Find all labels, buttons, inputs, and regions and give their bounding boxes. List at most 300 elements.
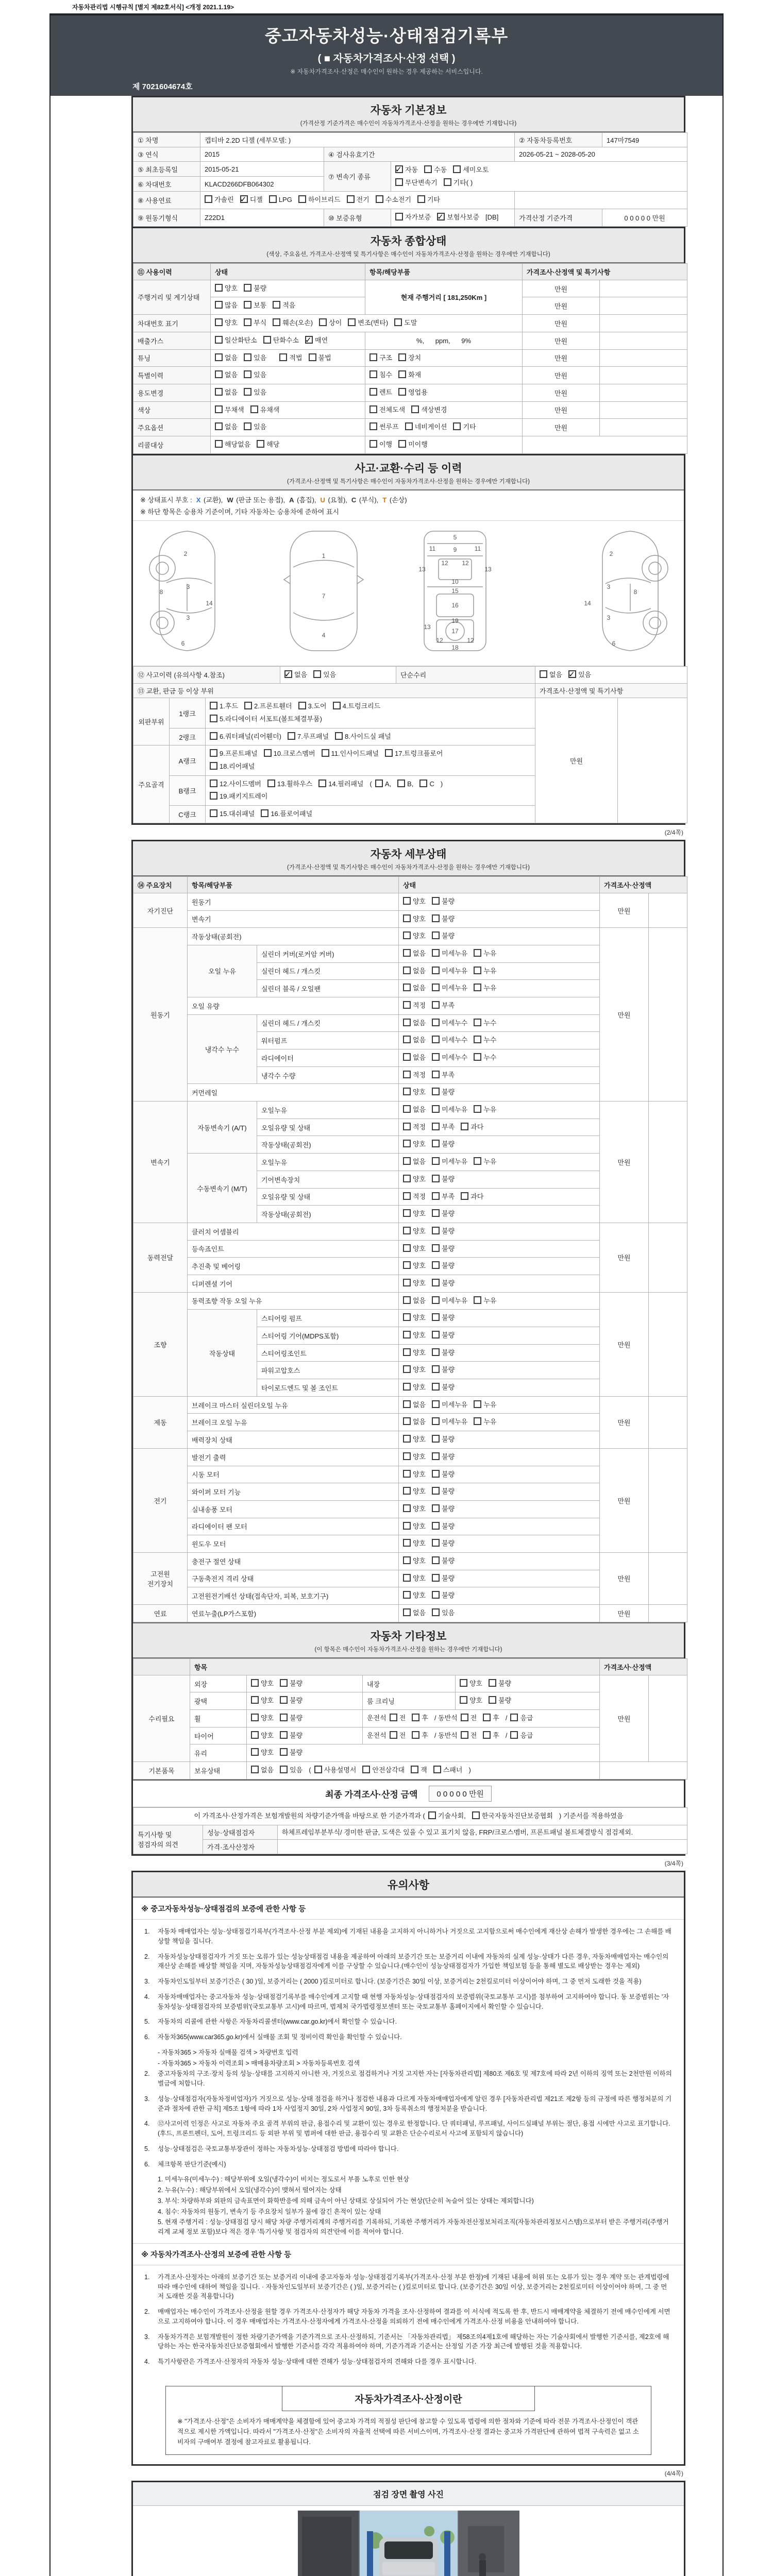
checkbox[interactable] xyxy=(432,982,467,995)
checkbox-label: 양호 xyxy=(413,1366,426,1374)
column-header xyxy=(399,876,600,893)
checkbox[interactable] xyxy=(309,352,331,365)
checkbox[interactable] xyxy=(474,965,496,978)
checkbox[interactable] xyxy=(376,194,411,207)
checkbox[interactable] xyxy=(397,778,413,791)
checkbox[interactable] xyxy=(398,386,428,399)
checkbox[interactable] xyxy=(432,930,455,943)
checkbox[interactable] xyxy=(432,1225,455,1238)
checkbox-cell xyxy=(399,1206,600,1223)
checkbox[interactable] xyxy=(474,1052,496,1064)
checkbox-cell xyxy=(211,280,365,297)
checkbox[interactable] xyxy=(257,438,279,451)
checkbox-label: 18.리어패널 xyxy=(220,762,255,771)
checkbox-label: 없음 xyxy=(413,1418,426,1426)
section-header xyxy=(133,228,684,263)
checkbox[interactable] xyxy=(250,404,280,417)
checkbox-checked[interactable] xyxy=(568,669,591,682)
checkbox[interactable] xyxy=(375,778,391,791)
checkbox[interactable] xyxy=(362,1764,405,1777)
checkbox[interactable] xyxy=(215,369,238,382)
checkbox[interactable] xyxy=(403,1381,426,1394)
checkbox[interactable] xyxy=(403,1485,426,1498)
checkbox[interactable] xyxy=(474,1399,496,1412)
checkbox[interactable] xyxy=(453,421,476,434)
checkbox[interactable] xyxy=(210,790,267,803)
checkbox[interactable] xyxy=(461,1712,477,1725)
checkbox[interactable] xyxy=(432,1399,467,1412)
section-detail-state xyxy=(131,840,685,1856)
checkbox[interactable] xyxy=(403,1312,426,1325)
checkbox[interactable] xyxy=(244,299,266,312)
checkbox[interactable] xyxy=(472,1810,553,1823)
checkbox-box xyxy=(432,1261,440,1269)
cell xyxy=(600,1101,649,1223)
checkbox[interactable] xyxy=(461,1191,483,1204)
cell xyxy=(649,1223,687,1292)
checkbox[interactable] xyxy=(474,1156,496,1168)
checkbox[interactable] xyxy=(403,1607,426,1620)
checkbox[interactable] xyxy=(403,1208,426,1221)
checkbox-cell xyxy=(399,945,600,962)
checkbox[interactable] xyxy=(432,1295,467,1308)
checkbox[interactable] xyxy=(474,1017,496,1030)
checkbox[interactable] xyxy=(403,1104,426,1116)
checkbox[interactable] xyxy=(403,965,426,978)
checkbox[interactable] xyxy=(474,1295,496,1308)
checkbox[interactable] xyxy=(348,317,388,330)
cell xyxy=(257,962,399,980)
checkbox[interactable] xyxy=(261,808,312,821)
checkbox[interactable] xyxy=(251,1747,274,1759)
checkbox[interactable] xyxy=(244,282,266,295)
checkbox[interactable] xyxy=(432,1503,455,1516)
checkbox[interactable] xyxy=(335,731,391,743)
checkbox[interactable] xyxy=(432,1555,455,1568)
checkbox[interactable] xyxy=(215,282,238,295)
checkbox[interactable] xyxy=(403,930,426,943)
cell-text: 작동상태 xyxy=(209,1349,236,1358)
checkbox-label: 부족 xyxy=(442,1071,455,1079)
checkbox-box xyxy=(428,1811,436,1819)
checkbox[interactable] xyxy=(215,421,238,434)
cell-text: 상태 xyxy=(215,268,228,276)
checkbox[interactable] xyxy=(432,1468,455,1481)
checkbox[interactable] xyxy=(333,700,381,713)
checkbox[interactable] xyxy=(405,421,447,434)
checkbox[interactable] xyxy=(251,1677,274,1690)
checkbox[interactable] xyxy=(215,438,250,451)
checkbox[interactable] xyxy=(210,700,238,713)
cell xyxy=(600,928,649,1101)
checkbox[interactable] xyxy=(390,1730,406,1742)
checkbox[interactable] xyxy=(412,1730,428,1742)
panel-number: 12 xyxy=(466,636,474,644)
checkbox[interactable] xyxy=(215,352,238,365)
checkbox[interactable] xyxy=(510,1730,533,1742)
checkbox-box xyxy=(280,1696,288,1704)
checkbox[interactable] xyxy=(424,164,447,177)
group-prefix: 운전석 xyxy=(367,1731,386,1739)
checkbox-box xyxy=(403,1071,411,1078)
checkbox[interactable] xyxy=(403,1017,426,1030)
checkbox-box xyxy=(432,1279,440,1286)
cell xyxy=(188,1605,399,1622)
checkbox-cell xyxy=(206,775,535,805)
checkbox[interactable] xyxy=(461,1121,483,1134)
detail-state-table xyxy=(133,876,687,1622)
checkbox[interactable] xyxy=(269,194,292,207)
checkbox[interactable] xyxy=(251,1764,274,1777)
checkbox[interactable] xyxy=(369,421,399,434)
checkbox[interactable] xyxy=(215,386,238,399)
checkbox-cell xyxy=(399,1431,600,1449)
checkbox[interactable] xyxy=(474,1104,496,1116)
checkbox[interactable] xyxy=(403,999,426,1012)
checkbox[interactable] xyxy=(369,352,392,365)
checkbox[interactable] xyxy=(489,1677,511,1690)
checkbox[interactable] xyxy=(210,713,322,726)
checkbox-box xyxy=(474,1053,481,1061)
checkbox-box xyxy=(432,949,440,957)
checkbox[interactable] xyxy=(280,1677,303,1690)
checkbox[interactable] xyxy=(205,194,234,207)
checkbox[interactable] xyxy=(215,317,238,330)
checkbox-checked[interactable] xyxy=(284,669,307,682)
checkbox[interactable] xyxy=(279,352,302,365)
checkbox[interactable] xyxy=(432,1537,455,1550)
cell-text: 만원 xyxy=(617,1341,631,1349)
checkbox[interactable] xyxy=(347,194,369,207)
checkbox-label: 양호 xyxy=(413,1487,426,1496)
notice-item xyxy=(144,2017,673,2027)
checkbox[interactable] xyxy=(403,1191,426,1204)
checkbox[interactable] xyxy=(369,386,392,399)
checkbox[interactable] xyxy=(460,1694,482,1707)
checkbox[interactable] xyxy=(432,1520,455,1533)
checkbox-box xyxy=(403,1487,411,1495)
checkbox[interactable] xyxy=(474,1416,496,1429)
checkbox[interactable] xyxy=(432,1069,455,1082)
checkbox-cell xyxy=(399,1466,600,1483)
checkbox[interactable] xyxy=(540,669,562,682)
checkbox[interactable] xyxy=(432,1607,455,1620)
cell-text: 브레이크 마스터 실린더오일 누유 xyxy=(192,1401,288,1410)
checkbox[interactable] xyxy=(489,1694,511,1707)
checkbox[interactable] xyxy=(251,1712,274,1725)
checkbox-label: 수동 xyxy=(434,166,447,174)
cell-text: 변속기 xyxy=(150,1158,170,1166)
checkbox[interactable] xyxy=(210,808,255,821)
checkbox[interactable] xyxy=(314,1764,357,1777)
checkbox[interactable] xyxy=(461,1730,477,1742)
checkbox[interactable] xyxy=(432,1156,467,1168)
checkbox[interactable] xyxy=(298,700,327,713)
checkbox[interactable] xyxy=(483,1712,499,1725)
checkbox-box xyxy=(369,370,377,378)
checkbox-label: 양호 xyxy=(413,1383,426,1392)
checkbox[interactable] xyxy=(432,1485,455,1498)
checkbox[interactable] xyxy=(369,438,392,451)
checkbox[interactable] xyxy=(403,1052,426,1064)
checkbox[interactable] xyxy=(403,1121,426,1134)
checkbox[interactable] xyxy=(398,369,421,382)
cell-text: 원동기 xyxy=(150,1011,170,1019)
checkbox[interactable] xyxy=(403,1520,426,1533)
checkbox-label: 있음 xyxy=(254,423,267,431)
checkbox[interactable] xyxy=(432,1451,455,1464)
checkbox-box xyxy=(432,1296,440,1304)
checkbox[interactable] xyxy=(394,317,417,330)
checkbox-box xyxy=(398,388,406,396)
cell-text: 주행거리 및 계기상태 xyxy=(138,294,200,302)
checkbox-box xyxy=(437,213,445,221)
checkbox[interactable] xyxy=(432,965,467,978)
checkbox[interactable] xyxy=(403,1572,426,1585)
checkbox[interactable] xyxy=(403,1069,426,1082)
checkbox[interactable] xyxy=(403,895,426,908)
checkbox[interactable] xyxy=(215,334,257,347)
checkbox[interactable] xyxy=(403,1243,426,1256)
checkbox[interactable] xyxy=(432,1191,455,1204)
checkbox[interactable] xyxy=(313,669,336,682)
checkbox-box xyxy=(390,1731,397,1739)
checkbox-box xyxy=(215,336,223,344)
checkbox[interactable] xyxy=(432,1034,467,1047)
checkbox[interactable] xyxy=(244,352,266,365)
checkbox-checked[interactable] xyxy=(437,211,479,224)
checkbox-label: 안전삼각대 xyxy=(372,1766,405,1774)
checkbox[interactable] xyxy=(251,1694,274,1707)
checkbox[interactable] xyxy=(403,1225,426,1238)
checkbox[interactable] xyxy=(244,421,266,434)
checkbox[interactable] xyxy=(403,1555,426,1568)
column-header xyxy=(600,1658,687,1675)
checkbox[interactable] xyxy=(403,982,426,995)
checkbox[interactable] xyxy=(432,1312,455,1325)
checkbox-label: 12.사이드멤버 xyxy=(220,779,261,788)
checkbox[interactable] xyxy=(267,778,312,791)
checkbox[interactable] xyxy=(244,700,292,713)
checkbox-label: 누유 xyxy=(483,984,497,992)
cell xyxy=(649,1605,687,1622)
checkbox[interactable] xyxy=(433,1764,463,1777)
checkbox[interactable] xyxy=(403,1589,426,1602)
checkbox[interactable] xyxy=(318,778,363,791)
checkbox[interactable] xyxy=(432,913,455,926)
checkbox[interactable] xyxy=(244,317,266,330)
checkbox[interactable] xyxy=(280,1747,303,1759)
checkbox[interactable] xyxy=(474,982,496,995)
checkbox[interactable] xyxy=(319,317,342,330)
price-basis-table xyxy=(133,1807,687,1825)
checkbox[interactable] xyxy=(210,748,258,760)
checkbox[interactable] xyxy=(403,1086,426,1099)
cell xyxy=(600,1605,649,1622)
checkbox-cell xyxy=(247,1762,600,1780)
cell-text: 147마7549 xyxy=(607,137,640,144)
checkbox[interactable] xyxy=(210,760,255,773)
group-prefix: / 동반석 xyxy=(434,1731,458,1739)
checkbox-label: 침수 xyxy=(379,371,393,379)
checkbox[interactable] xyxy=(432,1086,455,1099)
checkbox[interactable] xyxy=(411,404,447,417)
checkbox[interactable] xyxy=(432,1572,455,1585)
checkbox[interactable] xyxy=(390,1712,406,1725)
notice-number: 5. xyxy=(144,2018,150,2026)
checkbox[interactable] xyxy=(215,404,244,417)
checkbox-box xyxy=(474,1417,481,1425)
checkbox[interactable] xyxy=(403,1416,426,1429)
legend-code: A xyxy=(289,496,294,504)
checkbox-box xyxy=(215,353,223,361)
checkbox[interactable] xyxy=(432,1243,455,1256)
cell xyxy=(649,1675,687,1761)
checkbox[interactable] xyxy=(417,194,440,207)
notice-text: 자동차 매매업자는 성능·상태점검기록부(가격조사·산정 부분 제외)에 기재된 내용을 고지하지 아니하거나 거짓으로 고지함으로써 매수인에게 재산상 손해가 발생한 경우에는 그 손해를 배상할 책임을 집니다. xyxy=(158,1928,671,1945)
checkbox[interactable] xyxy=(395,211,431,224)
cell-text: ⑭ 주요장치 xyxy=(138,881,172,889)
checkbox[interactable] xyxy=(428,1810,466,1823)
checkbox[interactable] xyxy=(432,1173,455,1186)
checkbox[interactable] xyxy=(432,1381,455,1394)
checkbox[interactable] xyxy=(263,334,299,347)
checkbox[interactable] xyxy=(403,1034,426,1047)
checkbox[interactable] xyxy=(403,1277,426,1290)
section-header xyxy=(133,455,684,490)
cell-text: ⑪ 사용이력 xyxy=(138,268,172,276)
checkbox[interactable] xyxy=(280,1694,303,1707)
panel-number: 11 xyxy=(429,545,435,552)
checkbox[interactable] xyxy=(432,999,455,1012)
checkbox[interactable] xyxy=(273,299,295,312)
checkbox[interactable] xyxy=(432,1121,455,1134)
checkbox[interactable] xyxy=(215,299,238,312)
checkbox[interactable] xyxy=(280,1712,303,1725)
checkbox[interactable] xyxy=(412,1712,428,1725)
checkbox[interactable] xyxy=(280,1764,303,1777)
checkbox[interactable] xyxy=(322,748,379,760)
checkbox[interactable] xyxy=(395,177,438,190)
checkbox[interactable] xyxy=(210,731,281,743)
checkbox-checked[interactable] xyxy=(305,334,328,347)
legend-meaning: (요철), xyxy=(326,496,347,504)
notice-subitem: 1. 미세누유(미세누수) : 해당부위에 오일(냉각수)이 비치는 정도로서 부품 노후로 인한 현상 xyxy=(158,2176,409,2183)
checkbox[interactable] xyxy=(398,352,421,365)
checkbox[interactable] xyxy=(510,1712,533,1725)
checkbox-box xyxy=(403,1331,411,1338)
checkbox[interactable] xyxy=(403,1503,426,1516)
checkbox-box xyxy=(444,178,451,186)
checkbox[interactable] xyxy=(432,1347,455,1360)
checkbox[interactable] xyxy=(403,1295,426,1308)
checkbox[interactable] xyxy=(369,404,405,417)
cell xyxy=(188,1084,399,1101)
checkbox[interactable] xyxy=(453,164,489,177)
checkbox-box xyxy=(210,702,217,709)
checkbox[interactable] xyxy=(403,1537,426,1550)
final-price-value: 0 0 0 0 0 만원 xyxy=(429,1786,492,1802)
checkbox[interactable] xyxy=(403,947,426,960)
checkbox[interactable] xyxy=(432,1329,455,1342)
checkbox[interactable] xyxy=(244,369,266,382)
notice-item xyxy=(144,2144,673,2154)
cell xyxy=(257,1188,399,1206)
checkbox-label: 누유 xyxy=(483,949,497,957)
checkbox[interactable] xyxy=(403,913,426,926)
checkbox[interactable] xyxy=(403,1156,426,1168)
checkbox[interactable] xyxy=(432,1138,455,1151)
checkbox-checked[interactable] xyxy=(240,194,263,207)
checkbox[interactable] xyxy=(460,1677,482,1690)
checkbox-label: 양호 xyxy=(413,914,426,923)
checkbox[interactable] xyxy=(244,386,266,399)
checkbox[interactable] xyxy=(444,177,473,190)
checkbox[interactable] xyxy=(273,317,313,330)
checkbox-box xyxy=(397,779,405,787)
checkbox[interactable] xyxy=(432,1364,455,1377)
checkbox[interactable] xyxy=(411,1764,427,1777)
checkbox[interactable] xyxy=(403,1347,426,1360)
notice-subitem: 4. 침수: 자동차의 원동기, 변속기 등 주요장치 일부가 물에 잠긴 흔적이 있는 상태 xyxy=(158,2208,381,2215)
checkbox[interactable] xyxy=(210,778,261,791)
checkbox[interactable] xyxy=(432,1589,455,1602)
checkbox[interactable] xyxy=(385,748,443,760)
checkbox[interactable] xyxy=(474,1034,496,1047)
checkbox-cell xyxy=(206,806,535,823)
checkbox[interactable] xyxy=(403,1329,426,1342)
checkbox[interactable] xyxy=(432,1104,467,1116)
checkbox[interactable] xyxy=(264,748,315,760)
checkbox-cell xyxy=(399,1327,600,1345)
checkbox[interactable] xyxy=(251,1730,274,1742)
checkbox[interactable] xyxy=(298,194,341,207)
checkbox[interactable] xyxy=(403,1260,426,1273)
checkbox[interactable] xyxy=(403,1399,426,1412)
checkbox[interactable] xyxy=(280,1730,303,1742)
checkbox-box xyxy=(348,318,356,326)
checkbox[interactable] xyxy=(288,731,329,743)
checkbox[interactable] xyxy=(403,1173,426,1186)
checkbox[interactable] xyxy=(432,1433,455,1446)
checkbox[interactable] xyxy=(432,1052,467,1064)
checkbox[interactable] xyxy=(432,1260,455,1273)
checkbox[interactable] xyxy=(398,438,428,451)
checkbox[interactable] xyxy=(403,1451,426,1464)
checkbox[interactable] xyxy=(432,1208,455,1221)
checkbox-cell xyxy=(211,315,523,332)
checkbox[interactable] xyxy=(432,947,467,960)
checkbox-cell xyxy=(211,349,365,367)
checkbox[interactable] xyxy=(403,1138,426,1151)
checkbox[interactable] xyxy=(483,1730,499,1742)
cell-text: 만원 xyxy=(617,1497,631,1505)
checkbox[interactable] xyxy=(432,895,455,908)
checkbox[interactable] xyxy=(432,1416,467,1429)
checkbox[interactable] xyxy=(432,1277,455,1290)
column-header xyxy=(211,263,365,280)
checkbox[interactable] xyxy=(474,947,496,960)
checkbox[interactable] xyxy=(432,1017,467,1030)
checkbox[interactable] xyxy=(419,778,434,791)
checkbox[interactable] xyxy=(403,1468,426,1481)
checkbox[interactable] xyxy=(403,1433,426,1446)
checkbox-checked[interactable] xyxy=(395,164,418,177)
checkbox-label: 화재 xyxy=(408,371,422,379)
checkbox[interactable] xyxy=(369,369,392,382)
cell xyxy=(600,1762,687,1780)
checkbox[interactable] xyxy=(403,1364,426,1377)
